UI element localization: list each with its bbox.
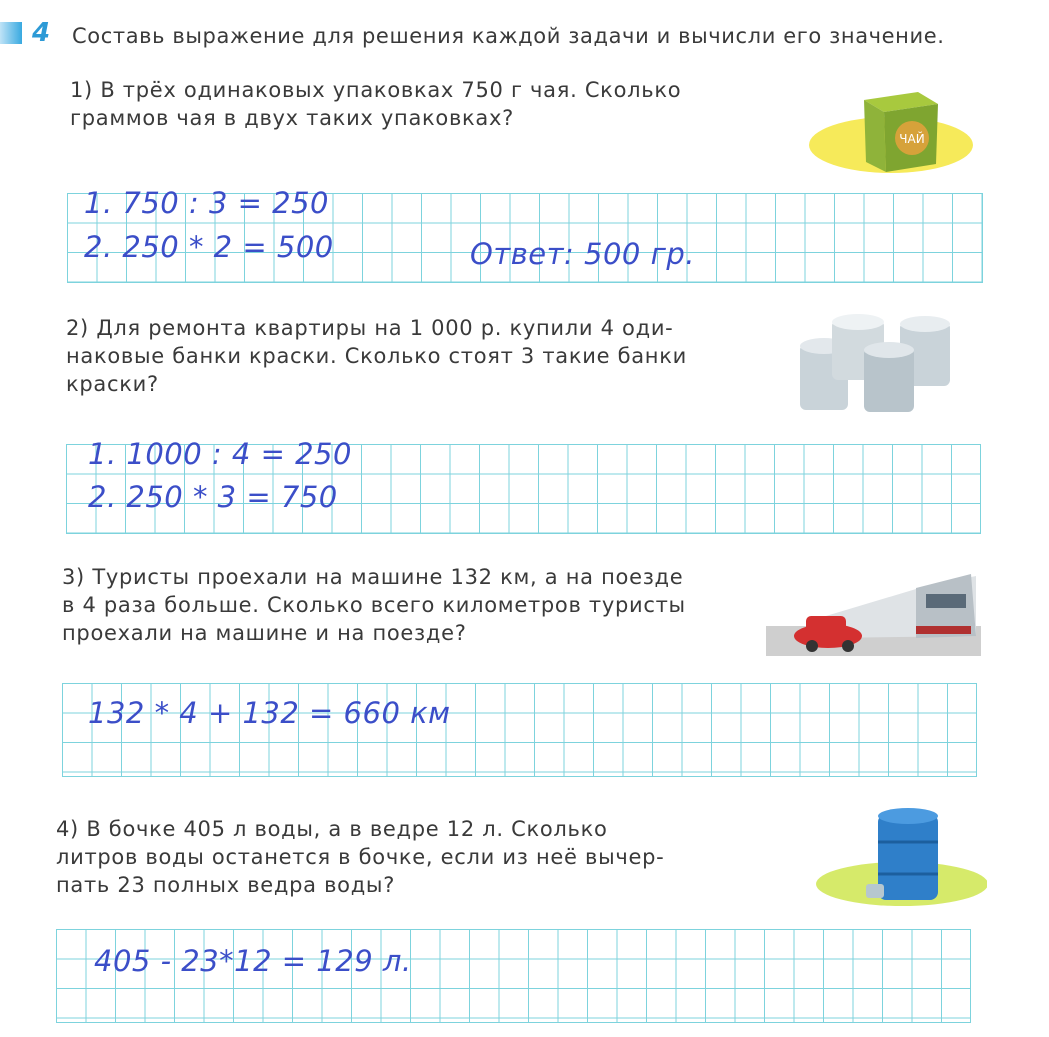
solution-4-line-1: 405 - 23*12 = 129 л.	[94, 944, 412, 978]
problem-3-text: 3) Туристы проехали на машине 132 км, а на поезде в 4 раза больше. Сколько всего километров туристы проехали на машине и на поезде?	[62, 565, 686, 645]
answer-1: Ответ: 500 гр.	[470, 237, 695, 271]
tea-box-label: ЧАЙ	[899, 132, 925, 146]
problem-4-text: 4) В бочке 405 л воды, а в ведре 12 л. Сколько литров воды останется в бочке, если из неё вычер- пать 23 полных ведра воды?	[56, 817, 665, 897]
car-and-train-icon	[766, 566, 981, 670]
solution-1-line-1: 1. 750 : 3 = 250	[84, 186, 329, 220]
water-barrel-icon	[812, 806, 987, 915]
solution-2-line-1: 1. 1000 : 4 = 250	[88, 437, 352, 471]
solution-1-line-2: 2. 250 * 2 = 500	[84, 230, 334, 264]
exercise-marker	[0, 22, 22, 44]
solution-2-line-2: 2. 250 * 3 = 750	[88, 480, 338, 514]
exercise-title: Составь выражение для решения каждой задачи и вычисли его значение.	[72, 24, 945, 48]
paint-cans-icon	[792, 312, 972, 421]
solution-3-line-1: 132 * 4 + 132 = 660 км	[88, 696, 451, 730]
problem-2-text: 2) Для ремонта квартиры на 1 000 р. купили 4 оди- наковые банки краски. Сколько стоят 3 такие банки краски?	[66, 316, 687, 396]
tea-box-icon	[806, 80, 986, 184]
problem-1-text: 1) В трёх одинаковых упаковках 750 г чая. Сколько граммов чая в двух таких упаковках?	[70, 78, 682, 130]
exercise-number: 4	[32, 18, 51, 48]
